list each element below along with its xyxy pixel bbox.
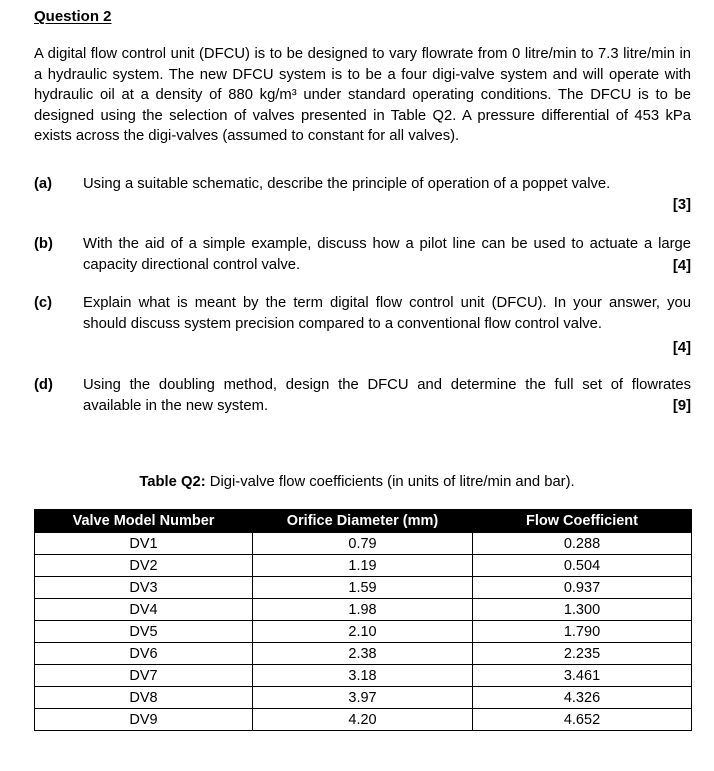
- table-row: [35, 599, 692, 621]
- valve-model-cell: DV1: [35, 533, 253, 555]
- orifice-diameter-cell: 2.38: [253, 643, 473, 665]
- valve-model-cell: DV8: [35, 687, 253, 709]
- table-row: [35, 555, 692, 577]
- orifice-diameter-cell: 3.97: [253, 687, 473, 709]
- valve-model-cell: DV6: [35, 643, 253, 665]
- table-row: [35, 533, 692, 555]
- orifice-diameter-cell: 1.59: [253, 577, 473, 599]
- part-d: [34, 375, 691, 419]
- marks-badge: [9]: [672, 398, 691, 414]
- flow-coefficient-cell: 0.937: [473, 577, 692, 599]
- orifice-diameter-cell: 0.79: [253, 533, 473, 555]
- orifice-diameter-cell: 4.20: [253, 709, 473, 731]
- column-header-orifice-diameter: Orifice Diameter (mm): [253, 510, 473, 533]
- orifice-diameter-cell: 2.10: [253, 621, 473, 643]
- part-c: [34, 293, 691, 359]
- valve-table: [34, 509, 692, 731]
- part-label: (a): [34, 176, 53, 192]
- column-header-valve-model: Valve Model Number: [35, 510, 253, 533]
- flow-coefficient-cell: 3.461: [473, 665, 692, 687]
- flow-coefficient-cell: 4.652: [473, 709, 692, 731]
- marks-badge: [3]: [672, 197, 691, 213]
- part-b: [34, 234, 691, 278]
- flow-coefficient-cell: 0.504: [473, 555, 692, 577]
- part-label: (d): [34, 377, 53, 393]
- part-a: [34, 174, 691, 218]
- flow-coefficient-cell: 4.326: [473, 687, 692, 709]
- flow-coefficient-cell: 1.300: [473, 599, 692, 621]
- flow-coefficient-cell: 2.235: [473, 643, 692, 665]
- orifice-diameter-cell: 1.98: [253, 599, 473, 621]
- table-row: [35, 687, 692, 709]
- table-row: [35, 643, 692, 665]
- table-caption-label: Table Q2:: [139, 474, 206, 490]
- flow-coefficient-cell: 1.790: [473, 621, 692, 643]
- flow-coefficient-cell: 0.288: [473, 533, 692, 555]
- valve-model-cell: DV4: [35, 599, 253, 621]
- valve-model-cell: DV9: [35, 709, 253, 731]
- table-row: [35, 621, 692, 643]
- valve-model-cell: DV5: [35, 621, 253, 643]
- orifice-diameter-cell: 3.18: [253, 665, 473, 687]
- part-label: (c): [34, 295, 53, 311]
- marks-badge: [4]: [672, 258, 691, 274]
- valve-model-cell: DV3: [35, 577, 253, 599]
- column-header-flow-coefficient: Flow Coefficient: [473, 510, 692, 533]
- valve-model-cell: DV7: [35, 665, 253, 687]
- table-caption: [0, 472, 714, 492]
- part-label: (b): [34, 236, 53, 252]
- table-row: [35, 577, 692, 599]
- part-text: Using a suitable schematic, describe the principle of operation of a poppet valve.: [83, 176, 611, 192]
- question-intro: A digital flow control unit (DFCU) is to be designed to vary flowrate from 0 litre/min to 7.3 litre/min in a hydraulic system. The new DFCU system is to be a four digi-valve system and will operate with hydraulic oil at a density of 880 kg/m³ under standard operating conditions. The DFCU is to be designed using the selection of valves presented in Table Q2. A pressure differential of 453 kPa exists across the digi-valves (assumed to constant for all valves).: [34, 46, 691, 145]
- table-row: [35, 709, 692, 731]
- table-header-row: [35, 510, 692, 533]
- question-title: Question 2: [34, 8, 112, 25]
- table-caption-text: Digi-valve flow coefficients (in units of litre/min and bar).: [209, 474, 575, 490]
- marks-badge: [4]: [672, 340, 691, 356]
- table-row: [35, 665, 692, 687]
- valve-model-cell: DV2: [35, 555, 253, 577]
- part-text: Explain what is meant by the term digital flow control unit (DFCU). In your answer, you should discuss system precision compared to a conventional flow control valve.: [83, 295, 691, 332]
- part-text: Using the doubling method, design the DFCU and determine the full set of flowrates available in the new system.: [83, 377, 691, 414]
- part-text: With the aid of a simple example, discuss how a pilot line can be used to actuate a large capacity directional control valve.: [83, 236, 691, 273]
- orifice-diameter-cell: 1.19: [253, 555, 473, 577]
